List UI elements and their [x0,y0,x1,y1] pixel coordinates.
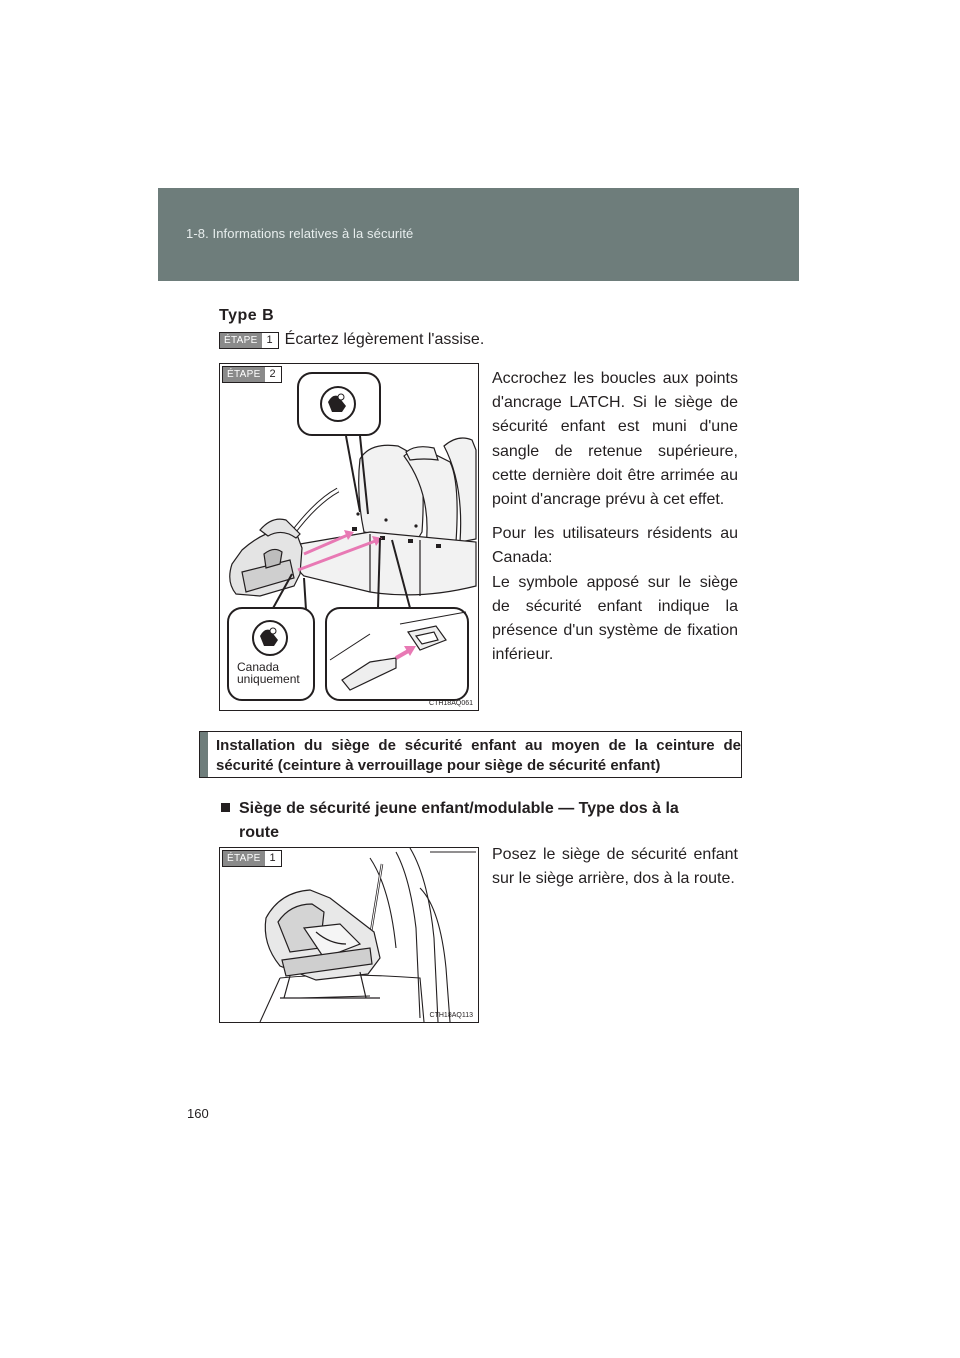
step-badge-number: 2 [265,367,281,382]
step2-paragraph1: Accrochez les boucles aux points d'ancrage LATCH. Si le siège de sécurité enfant est muni d'une sangle de retenue supérieure, cette dernière doit être arrimée au point d'ancrage prévu à cet effet. [492,370,738,509]
latch-illustration [219,363,479,711]
bullet-heading [221,797,740,845]
page-number: 160 [187,1106,209,1121]
header-band [158,188,799,281]
type-label: Type B [219,307,275,324]
section-heading-accent [200,732,208,777]
step-badge-word: ÉTAPE [223,851,265,866]
step2-text [492,367,738,667]
step2-paragraph2-line1: Pour les utilisateurs résidents au Canada: [492,525,738,567]
step-b1-text: Posez le siège de sécurité enfant sur le siège arrière, dos à la route. [492,846,738,888]
bullet-square-icon [221,803,230,812]
section-heading [199,731,742,778]
step-badge [219,332,279,349]
step-badge-word: ÉTAPE [223,367,265,382]
figure-code: CTH18AQ061 [429,700,473,707]
canada-only-label [237,661,300,685]
bullet-heading-line1: Siège de sécurité jeune enfant/modulable — Type dos à la [239,800,679,817]
bullet-heading-line2: route [239,824,279,841]
section-header-title: 1-8. Informations relatives à la sécurité [186,226,414,241]
figure-code: CTH18AQ113 [429,1012,473,1019]
step-badge-number: 1 [265,851,281,866]
section-heading-text: Installation du siège de sécurité enfant au moyen de la ceinture de sécurité (ceinture à verrouillage pour siège de sécurité enfant) [216,737,741,774]
step1-line [219,331,484,349]
rear-facing-seat-drawing [220,848,478,1022]
step1-text: Écartez légèrement l'assise. [284,331,485,348]
canada-label-line2: uniquement [237,672,300,686]
rear-facing-seat-illustration [219,847,479,1023]
step2-paragraph2-line2: Le symbole apposé sur le siège de sécurité enfant indique la présence d'un système de fixation inférieur. [492,573,738,664]
latch-diagram-drawing [220,364,478,710]
step-badge-number: 1 [262,333,278,348]
step-badge-word: ÉTAPE [220,333,262,348]
canada-label-line1: Canada [237,660,280,674]
